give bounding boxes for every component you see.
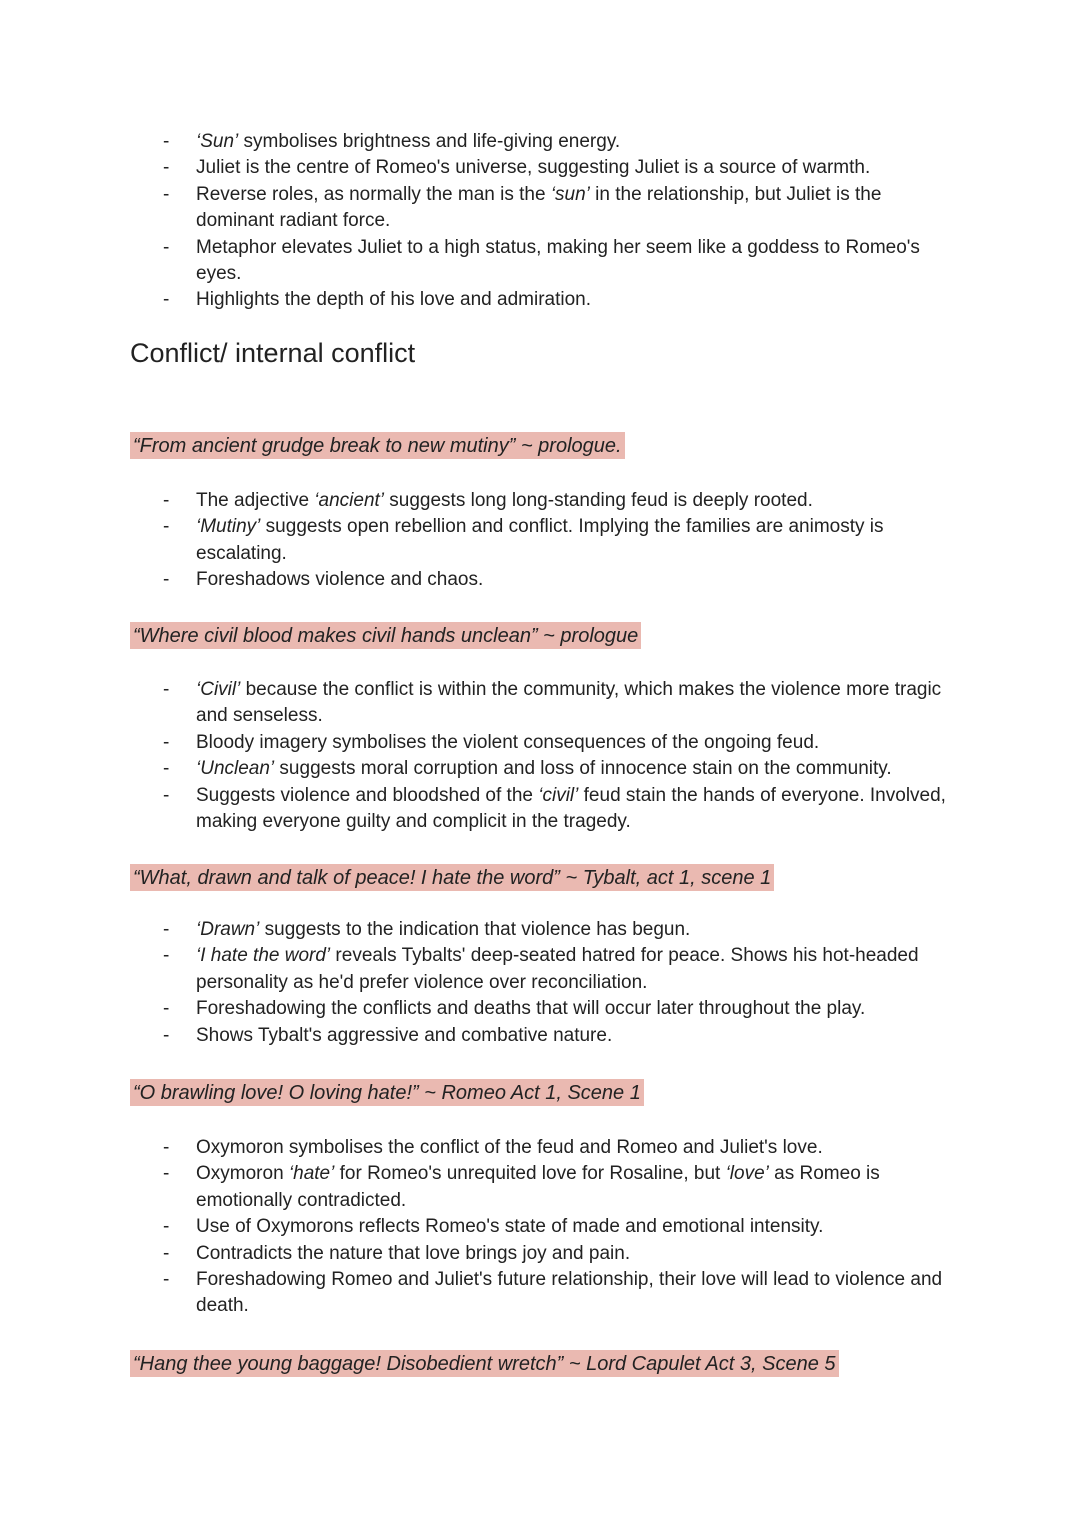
bullet-item: - Highlights the depth of his love and admiration.: [160, 287, 960, 313]
bullet-item: - Use of Oxymorons reflects Romeo's state of made and emotional intensity.: [160, 1214, 960, 1240]
bullet-item: - ‘Sun’ symbolises brightness and life-giving energy.: [160, 129, 960, 155]
bullet-item: - The adjective ‘ancient’ suggests long long-standing feud is deeply rooted.: [160, 488, 960, 514]
bullet-item: - Reverse roles, as normally the man is the ‘sun’ in the relationship, but Juliet is the dominant radiant force.: [160, 182, 960, 235]
sun-analysis-list: [160, 129, 960, 314]
bullet-item: - Oxymoron symbolises the conflict of the feud and Romeo and Juliet's love.: [160, 1135, 960, 1161]
bullet-item: - ‘Drawn’ suggests to the indication that violence has begun.: [160, 917, 960, 943]
quote-brawling-love: “O brawling love! O loving hate!” ~ Romeo Act 1, Scene 1: [130, 1079, 644, 1106]
bullet-item: - Juliet is the centre of Romeo's universe, suggesting Juliet is a source of warmth.: [160, 155, 960, 181]
quote-civil-blood: “Where civil blood makes civil hands unclean” ~ prologue: [130, 622, 641, 649]
bullet-item: - ‘Civil’ because the conflict is within the community, which makes the violence more tragic and senseless.: [160, 677, 960, 730]
analysis-list-brawling-love: [160, 1135, 960, 1320]
quote-lord-capulet: “Hang thee young baggage! Disobedient wretch” ~ Lord Capulet Act 3, Scene 5: [130, 1350, 839, 1377]
bullet-item: - Suggests violence and bloodshed of the ‘civil’ feud stain the hands of everyone. Involved, making everyone guilty and complicit in the tragedy.: [160, 783, 960, 836]
bullet-item: - Oxymoron ‘hate’ for Romeo's unrequited love for Rosaline, but ‘love’ as Romeo is emotionally contradicted.: [160, 1161, 960, 1214]
bullet-item: - Shows Tybalt's aggressive and combative nature.: [160, 1023, 960, 1049]
quote-tybalt: “What, drawn and talk of peace! I hate the word” ~ Tybalt, act 1, scene 1: [130, 864, 774, 891]
bullet-item: - ‘I hate the word’ reveals Tybalts' deep-seated hatred for peace. Shows his hot-headed personality as he'd prefer violence over reconciliation.: [160, 943, 960, 996]
bullet-item: - ‘Unclean’ suggests moral corruption and loss of innocence stain on the community.: [160, 756, 960, 782]
bullet-item: - ‘Mutiny’ suggests open rebellion and conflict. Implying the families are animosty is escalating.: [160, 514, 960, 567]
bullet-item: - Bloody imagery symbolises the violent consequences of the ongoing feud.: [160, 730, 960, 756]
section-heading: Conflict/ internal conflict: [130, 338, 416, 368]
bullet-item: - Foreshadowing Romeo and Juliet's future relationship, their love will lead to violence and death.: [160, 1267, 960, 1320]
quote-ancient-grudge: “From ancient grudge break to new mutiny” ~ prologue.: [130, 432, 625, 459]
analysis-list-ancient-grudge: [160, 488, 960, 594]
bullet-item: - Metaphor elevates Juliet to a high status, making her seem like a goddess to Romeo's eyes.: [160, 235, 960, 288]
analysis-list-tybalt: [160, 917, 960, 1049]
bullet-item: - Foreshadowing the conflicts and deaths that will occur later throughout the play.: [160, 996, 960, 1022]
analysis-list-civil-blood: [160, 677, 960, 835]
bullet-item: - Contradicts the nature that love brings joy and pain.: [160, 1241, 960, 1267]
bullet-item: - Foreshadows violence and chaos.: [160, 567, 960, 593]
